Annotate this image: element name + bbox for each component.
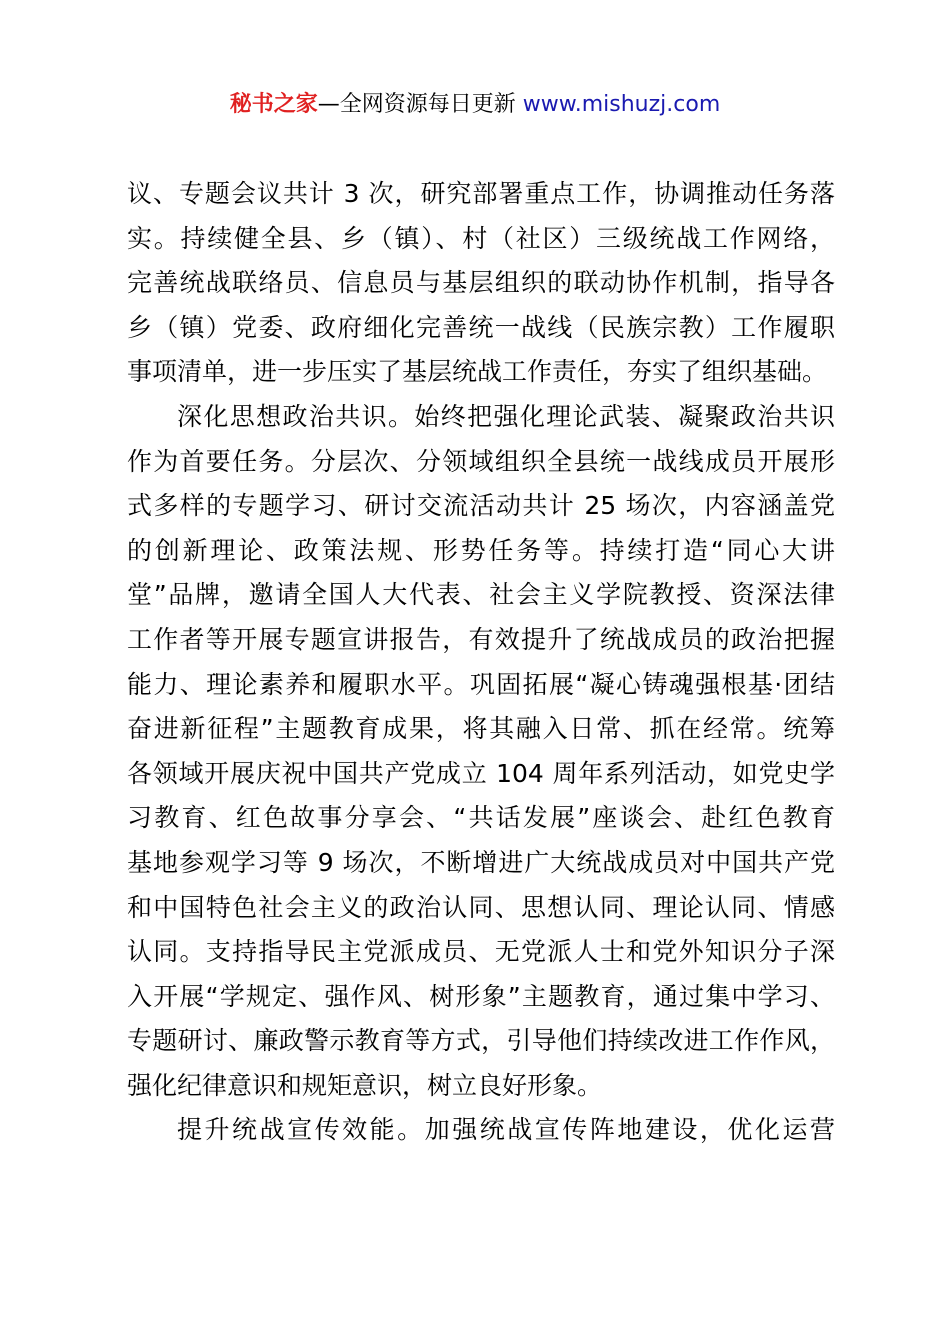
text-line: 提升统战宣传效能。加强统战宣传阵地建设，优化运营 (177, 1115, 835, 1145)
text-line: 各领域开展庆祝中国共产党成立 104 周年系列活动，如党史学 (127, 758, 835, 788)
text-line: 深化思想政治共识。始终把强化理论武装、凝聚政治共识 (177, 401, 835, 431)
text-line: 议、专题会议共计 3 次，研究部署重点工作，协调推动任务落 (127, 179, 835, 208)
text-line: 堂”品牌，邀请全国人大代表、社会主义学院教授、资深法律 (127, 580, 835, 610)
text-line: 基地参观学习等 9 场次，不断增进广大统战成员对中国共产党 (127, 847, 835, 877)
header-tagline: —全网资源每日更新 (317, 92, 523, 117)
text-line: 和中国特色社会主义的政治认同、思想认同、理论认同、情感 (127, 892, 835, 922)
header-url-link[interactable]: www.mishuzj.com (522, 92, 721, 117)
text-line: 乡（镇）党委、政府细化完善统一战线（民族宗教）工作履职 (127, 312, 835, 342)
text-line: 式多样的专题学习、研讨交流活动共计 25 场次，内容涵盖党 (127, 491, 835, 521)
text-line: 实。持续健全县、乡（镇）、村（社区）三级统战工作网络， (127, 223, 835, 253)
brand-name: 秘书之家 (229, 92, 318, 117)
document-body (127, 172, 835, 1153)
text-line: 工作者等开展专题宣讲报告，有效提升了统战成员的政治把握 (127, 624, 835, 654)
text-line: 奋进新征程”主题教育成果，将其融入日常、抓在经常。统筹 (127, 714, 835, 744)
text-line: 完善统战联络员、信息员与基层组织的联动协作机制，指导各 (127, 268, 835, 298)
text-line: 习教育、红色故事分享会、“共话发展”座谈会、赴红色教育 (127, 803, 835, 833)
text-line: 认同。支持指导民主党派成员、无党派人士和党外知识分子深 (127, 937, 835, 967)
text-line: 事项清单，进一步压实了基层统战工作责任，夯实了组织基础。 (127, 357, 828, 387)
site-header (0, 88, 950, 122)
text-line: 能力、理论素养和履职水平。巩固拓展“凝心铸魂强根基·团结 (127, 669, 835, 699)
text-line: 强化纪律意识和规矩意识，树立良好形象。 (127, 1070, 603, 1100)
text-line: 的创新理论、政策法规、形势任务等。持续打造“同心大讲 (127, 535, 835, 565)
text-line: 入开展“学规定、强作风、树形象”主题教育，通过集中学习、 (127, 981, 835, 1011)
text-line: 专题研讨、廉政警示教育等方式，引导他们持续改进工作作风， (127, 1026, 835, 1056)
text-line: 作为首要任务。分层次、分领域组织全县统一战线成员开展形 (127, 446, 835, 476)
